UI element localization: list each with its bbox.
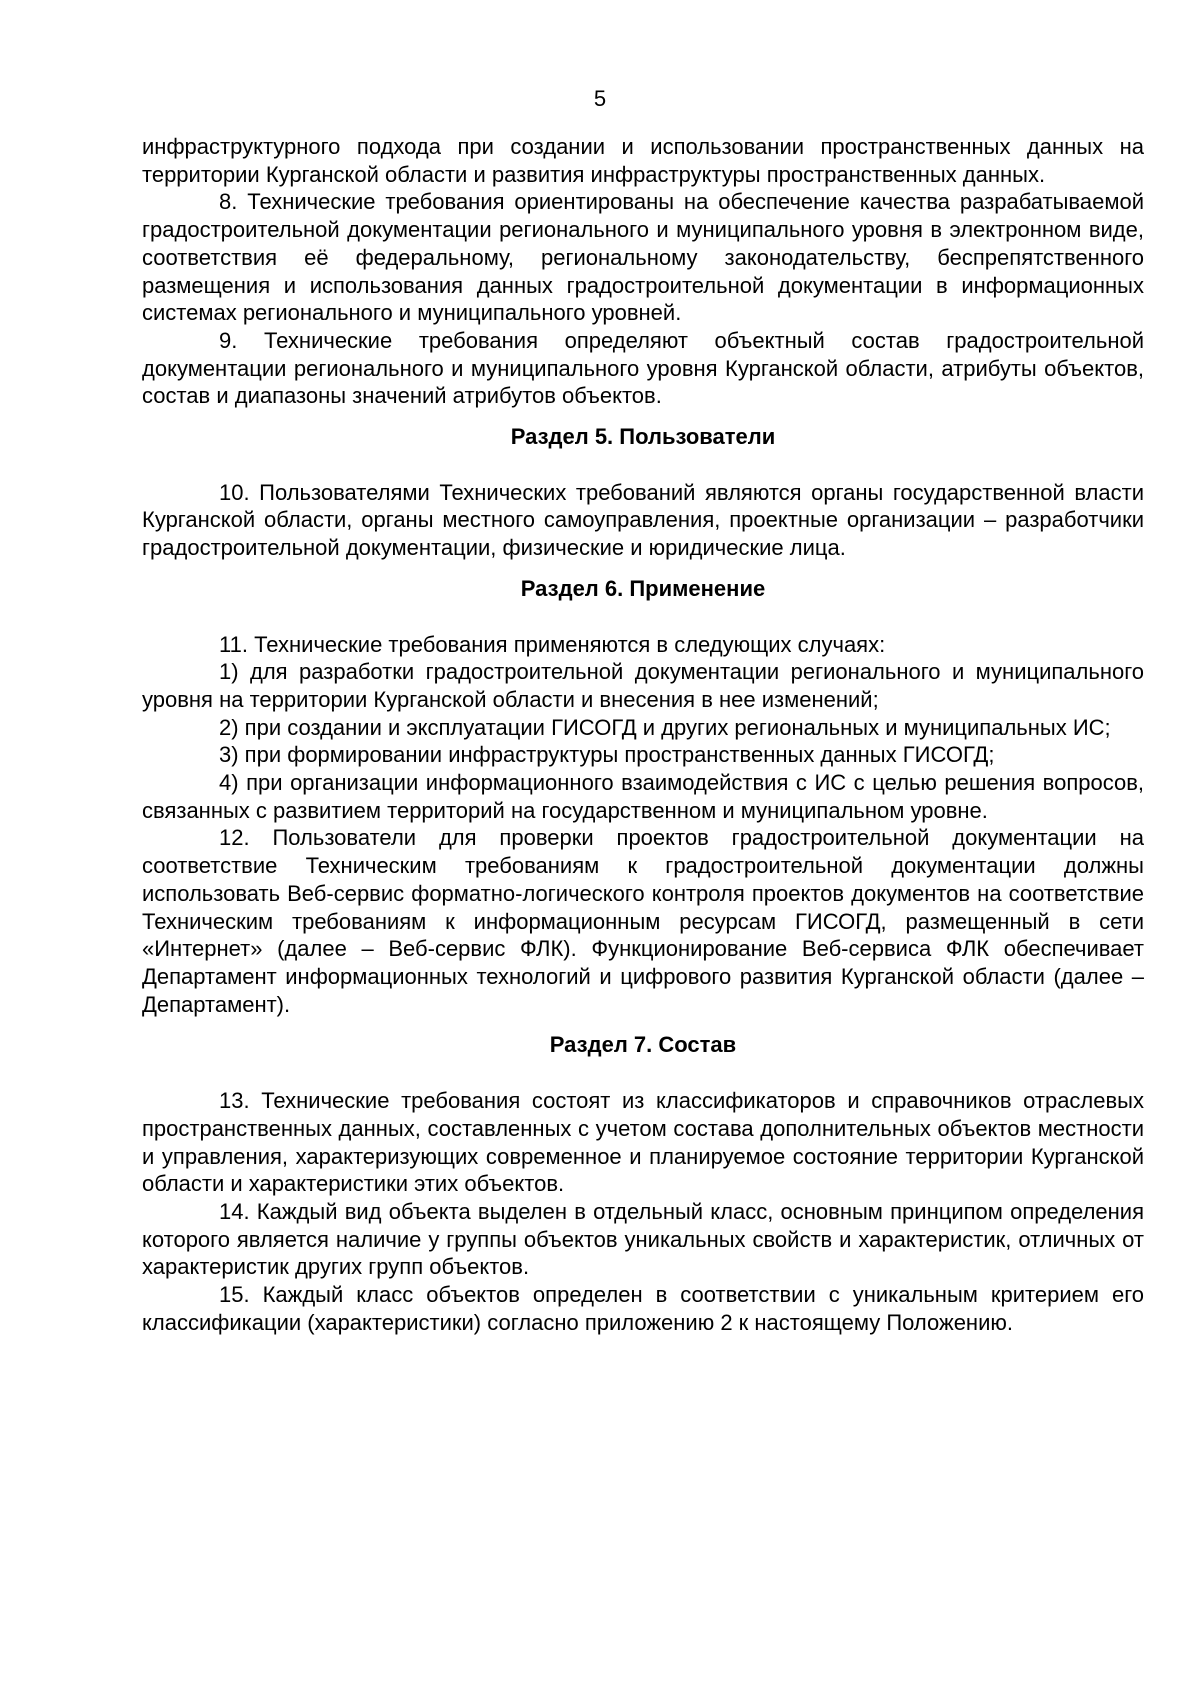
section-6-heading: Раздел 6. Применение — [520, 575, 766, 601]
paragraph-15: 15. Каждый класс объектов определен в соответствии с уникальным критерием его классификации (характеристики) согласно приложению 2 к настоящему Положению. — [142, 1282, 1144, 1335]
paragraph-13: 13. Технические требования состоят из классификаторов и справочников отраслевых пространственных данных, составленных с учетом состава дополнительных объектов местности и управления, характеризующих современное и планируемое состояние территории Курганской области и характеристики этих объектов. — [142, 1088, 1144, 1197]
list-item-4: 4) при организации информационного взаимодействия с ИС с целью решения вопросов, связанных с развитием территорий на государственном и муниципальном уровне. — [142, 770, 1144, 823]
paragraph-14: 14. Каждый вид объекта выделен в отдельный класс, основным принципом определения которого является наличие у группы объектов уникальных свойств и характеристик, отличных от характеристик других групп объектов. — [142, 1198, 1144, 1280]
paragraph-8: 8. Технические требования ориентированы на обеспечение качества разрабатываемой градостроительной документации регионального и муниципального уровня в электронном виде, соответствия её федеральному, региональному законодательству, беспрепятственного размещения и использования данных градостроительной документации в информационных системах регионального и муниципального уровней. — [142, 189, 1144, 326]
paragraph-12: 12. Пользователи для проверки проектов градостроительной документации на соответствие Техническим требованиям к градостроительной документации должны использовать Веб-сервис форматно-логического контроля проектов документов на соответствие Техническим требованиям к информационным ресурсам ГИСОГД, размещенный в сети «Интернет» (далее – Веб-сервис ФЛК). Функционирование Веб-сервиса ФЛК обеспечивает Департамент информационных технологий и цифрового развития Курганской области (далее – Департамент). — [142, 825, 1144, 1017]
list-item-3: 3) при формировании инфраструктуры пространственных данных ГИСОГД; — [219, 742, 995, 768]
paragraph-10: 10. Пользователями Технических требований являются органы государственной власти Курганской области, органы местного самоуправления, проектные организации – разработчики градостроительной документации, физические и юридические лица. — [142, 479, 1144, 561]
section-7-heading: Раздел 7. Состав — [549, 1032, 737, 1058]
paragraph-11: 11. Технические требования применяются в следующих случаях: — [219, 631, 886, 657]
list-item-2: 2) при создании и эксплуатации ГИСОГД и других региональных и муниципальных ИС; — [219, 714, 1111, 740]
section-5-heading: Раздел 5. Пользователи — [510, 424, 776, 450]
list-item-1: 1) для разработки градостроительной документации регионального и муниципального уровня на территории Курганской области и внесения в нее изменений; — [142, 659, 1144, 712]
page-number: 5 — [593, 86, 607, 111]
paragraph-9: 9. Технические требования определяют объектный состав градостроительной документации регионального и муниципального уровня Курганской области, атрибуты объектов, состав и диапазоны значений атрибутов объектов. — [142, 327, 1144, 409]
paragraph-continuation: инфраструктурного подхода при создании и использовании пространственных данных на территории Курганской области и развития инфраструктуры пространственных данных. — [142, 134, 1144, 187]
document-body — [142, 133, 1144, 1336]
